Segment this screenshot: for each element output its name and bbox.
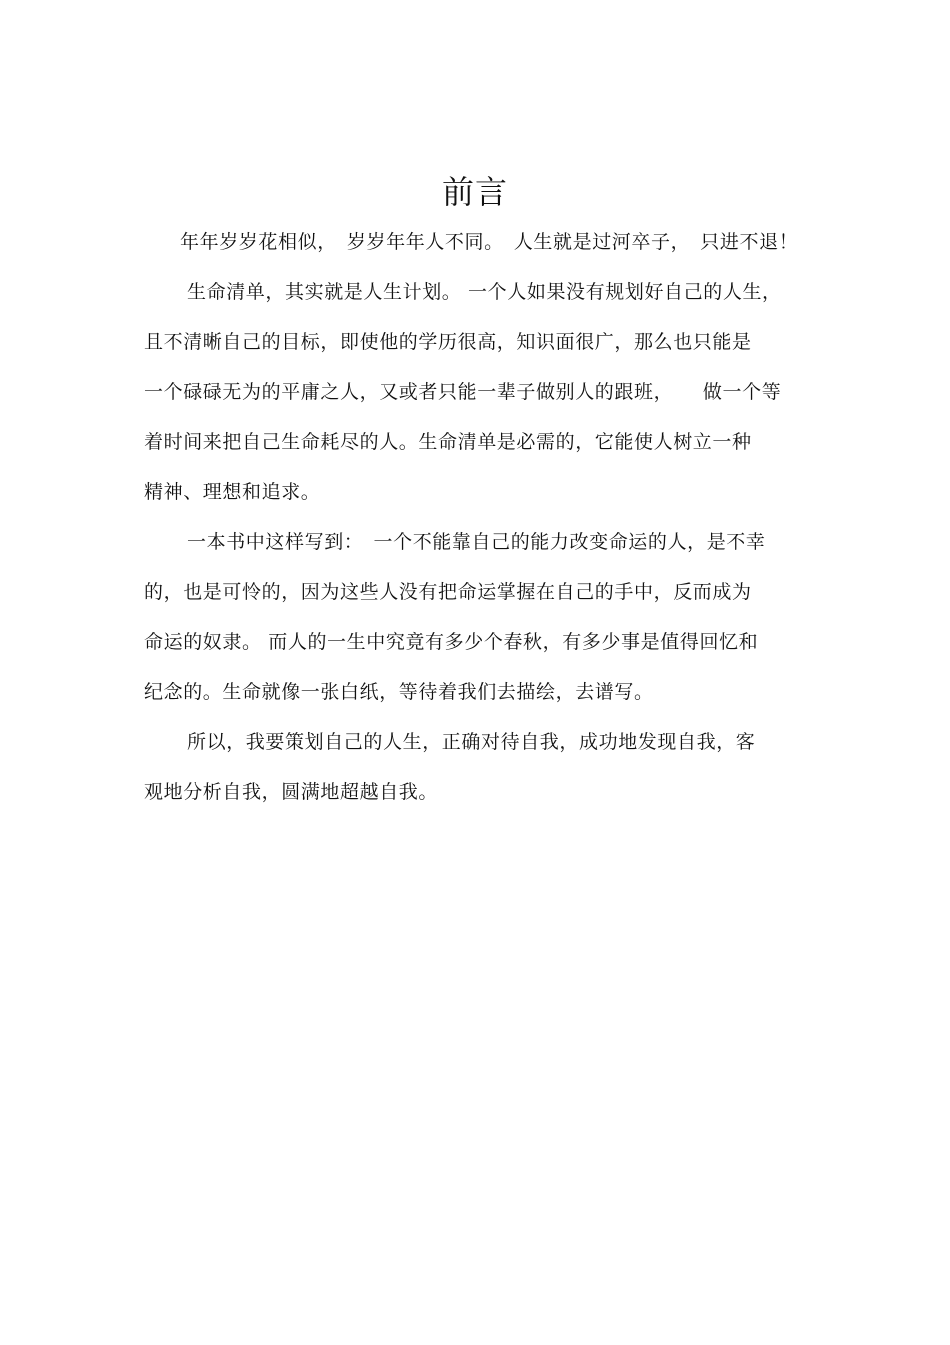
text-line: 精神、理想和追求。: [144, 481, 321, 503]
text-line: 一个碌碌无为的平庸之人，又或者只能一辈子做别人的跟班， 做一个等: [144, 381, 782, 403]
page-title: 前言: [441, 173, 508, 211]
text-line: 着时间来把自己生命耗尽的人。生命清单是必需的，它能使人树立一种: [144, 431, 752, 453]
text-line: 生命清单，其实就是人生计划。 一个人如果没有规划好自己的人生，: [187, 281, 782, 303]
text-line: 年年岁岁花相似， 岁岁年年人不同。 人生就是过河卒子， 只进不退！: [180, 231, 799, 253]
text-line: 且不清晰自己的目标，即使他的学历很高，知识面很广，那么也只能是: [144, 331, 752, 353]
text-line: 观地分析自我，圆满地超越自我。: [144, 781, 439, 803]
text-line: 的，也是可怜的，因为这些人没有把命运掌握在自己的手中，反而成为: [144, 581, 752, 603]
text-line: 纪念的。生命就像一张白纸，等待着我们去描绘，去谱写。: [144, 681, 654, 703]
text-line: 命运的奴隶。 而人的一生中究竟有多少个春秋，有多少事是值得回忆和: [144, 631, 759, 653]
text-line: 所以，我要策划自己的人生，正确对待自我，成功地发现自我，客: [187, 731, 756, 753]
text-line: 一本书中这样写到： 一个不能靠自己的能力改变命运的人，是不幸: [187, 531, 766, 553]
